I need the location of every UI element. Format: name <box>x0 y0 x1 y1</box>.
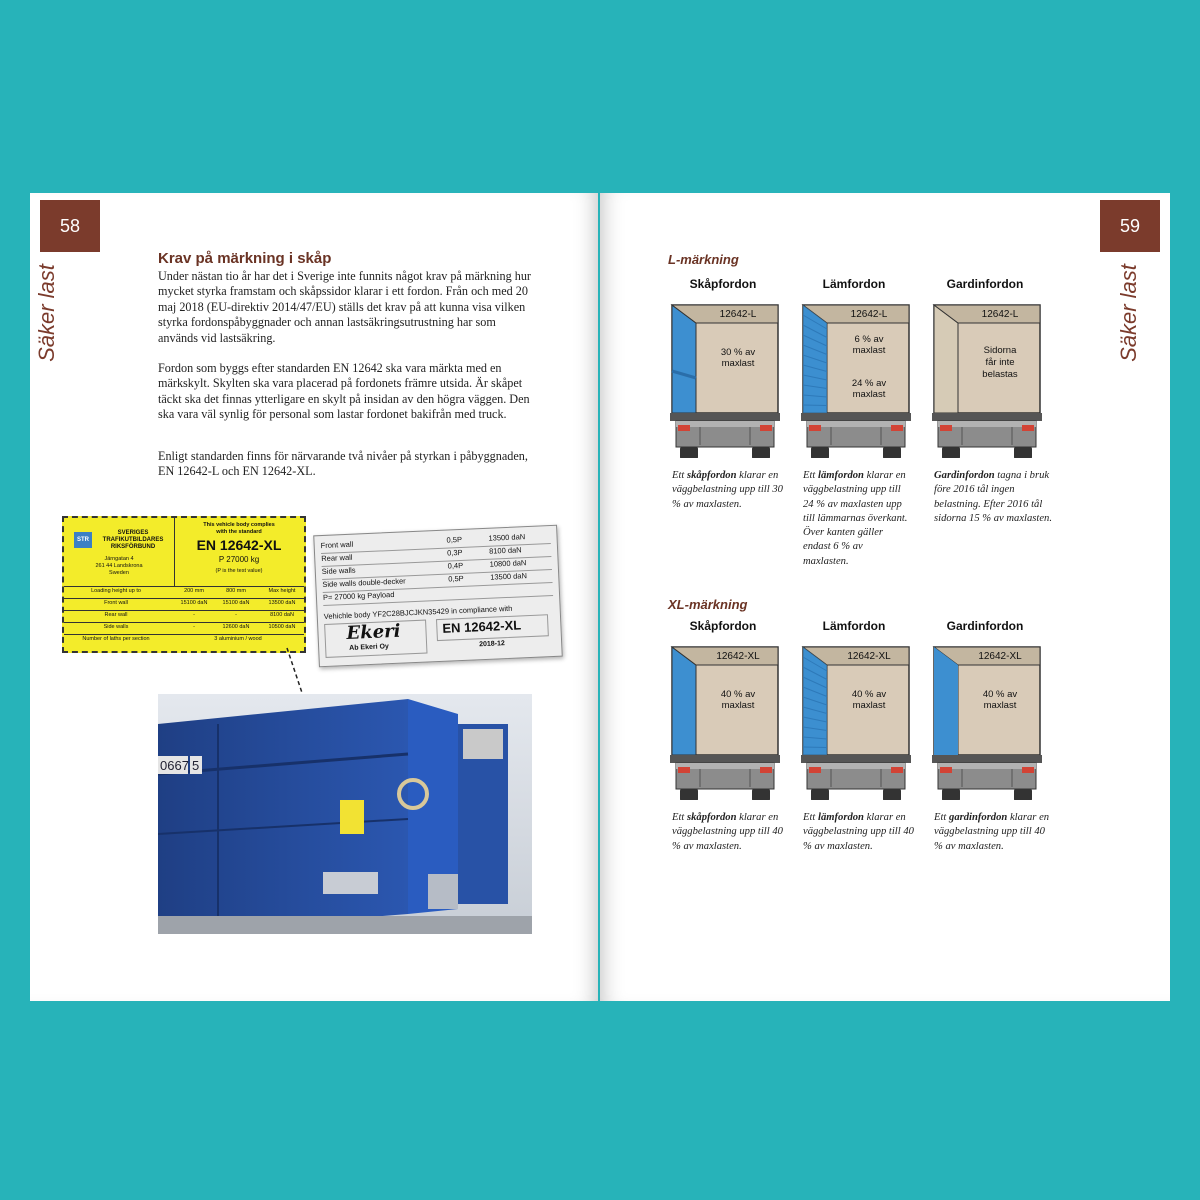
xl-title-lam: Lämfordon <box>822 619 886 633</box>
steel-plate-label: Side walls double-decker <box>322 576 406 590</box>
l-marking-heading: L-märkning <box>668 252 739 267</box>
company-name: Ab Ekeri Oy <box>349 643 390 652</box>
steel-plate-value: 10800 daN <box>489 558 527 569</box>
xl-load-text-box: maxlast <box>721 700 755 711</box>
plate-row-label: Rear wall <box>104 612 128 618</box>
plate-row-value: 200 mm <box>184 588 204 594</box>
l-caption-curtain: Gardinfordon tagna i bruk före 2016 tål ingen belastning. Efter 2016 tål sidorna 15 % av maxlasten. <box>934 470 1052 524</box>
steel-plate-value: 13500 daN <box>490 571 528 582</box>
complies-1: This vehicle body complies <box>203 522 275 528</box>
l-truck-box <box>670 303 782 458</box>
plate-standard: EN 12642-XL <box>196 537 282 553</box>
org-line-2: TRAFIKUTBILDARES <box>102 537 164 543</box>
plate-row-value: Max height <box>268 588 296 594</box>
plate-payload: P 27000 kg <box>218 555 260 564</box>
plate-row-value: 10500 daN <box>268 624 296 630</box>
xl-load-text-curtain: 40 % av <box>982 689 1018 700</box>
steel-plate-standard: EN 12642-XL <box>442 617 522 636</box>
l-load-text-curtain: får inte <box>985 357 1015 368</box>
running-title-left: Säker last <box>33 264 59 362</box>
steel-plate-value: 13500 daN <box>488 532 526 543</box>
steel-plate-factor: 0,5P <box>446 534 463 545</box>
address-3: Sweden <box>109 570 129 576</box>
xl-code-curtain: 12642-XL <box>978 651 1022 662</box>
plate-row-label: Side walls <box>103 624 129 630</box>
plate-row-label: Front wall <box>104 600 128 606</box>
l-truck-curtain <box>932 303 1044 458</box>
plate-row-value: - <box>193 624 195 630</box>
l-title-curtain: Gardinfordon <box>946 277 1024 291</box>
steel-plate-factor: 0,3P <box>446 547 463 558</box>
plate-row-value: 800 mm <box>226 588 246 594</box>
xl-load-text-lam: maxlast <box>852 700 886 711</box>
xl-load-text-box: 40 % av <box>720 689 756 700</box>
xl-code-box: 12642-XL <box>716 651 760 662</box>
l-load-text-lam: 24 % av <box>851 378 887 389</box>
plate-row-value: 13500 daN <box>268 600 296 606</box>
vehicle-body-line: Vehichle body YF2C28BJCJKN35429 in compliance with <box>323 603 513 621</box>
xl-truck-box <box>670 645 782 800</box>
plate-row-label: Loading height up to <box>91 588 141 594</box>
steel-plate-label: Front wall <box>320 539 354 551</box>
xl-title-box: Skåpfordon <box>689 619 757 633</box>
plate-row-value: 3 aluminium / wood <box>214 636 262 642</box>
xl-title-curtain: Gardinfordon <box>946 619 1024 633</box>
str-logo: STR <box>74 532 92 548</box>
l-code-curtain: 12642-L <box>981 309 1019 320</box>
xl-truck-lam <box>801 645 913 800</box>
ekeri-logo: Ekeri <box>346 620 401 645</box>
address-2: 261 44 Landskrona <box>95 563 143 569</box>
xl-caption-lam: Ett lämfordon klarar en väggbelastning upp till 40 % av maxlasten. <box>803 812 914 852</box>
plate-row-label: Number of laths per section <box>82 636 150 642</box>
xl-caption-box: Ett skåpfordon klarar en väggbelastning upp till 40 % av maxlasten. <box>672 812 783 852</box>
l-load-text-lam: maxlast <box>852 345 886 356</box>
l-load-text-lam: maxlast <box>852 389 886 400</box>
steel-plate-label: Side walls <box>321 565 356 577</box>
paragraph-2: Fordon som byggs efter standarden EN 12642 ska vara märkta med en märkskylt. Skylten ska vara placerad på fordonets främre utsida. Är skåpet täckt ska det finnas ytterligare en skylt på insidan av den högra väggen. Den ska vara väl synlig för personal som lastar fordonet bakifrån med truck. <box>158 361 530 422</box>
trailer-photo <box>158 694 532 934</box>
complies-2: with the standard <box>216 529 262 535</box>
page-number-right: 59 <box>1100 200 1160 252</box>
plate-date: 2018-12 <box>479 640 505 649</box>
xl-marking-heading: XL-märkning <box>668 597 748 612</box>
payload-note: (P is the test value) <box>215 568 263 574</box>
steel-plate-label: Rear wall <box>321 552 353 564</box>
l-title-box: Skåpfordon <box>689 277 757 291</box>
xl-code-lam: 12642-XL <box>847 651 891 662</box>
plate-row-value: 12600 daN <box>222 624 250 630</box>
plate-row-value: 15100 daN <box>222 600 250 606</box>
plate-row-value: - <box>193 612 195 618</box>
l-load-text-lam: 6 % av <box>854 334 884 345</box>
l-caption-box: Ett skåpfordon klarar en väggbelastning upp till 30 % av maxlasten. <box>672 470 783 510</box>
org-line-1: SVERIGES <box>117 530 149 536</box>
l-title-lam: Lämfordon <box>822 277 886 291</box>
steel-plate-factor: 0,5P <box>448 573 464 584</box>
xl-load-text-lam: 40 % av <box>851 689 887 700</box>
trailer-illustration <box>158 694 532 934</box>
running-title-right: Säker last <box>1115 264 1141 362</box>
paragraph-3: Enligt standarden finns för närvarande två nivåer på styrkan i påbyggnaden, EN 12642-L och EN 12642-XL. <box>158 449 528 479</box>
xl-load-text-curtain: maxlast <box>983 700 1017 711</box>
section-heading: Krav på märkning i skåp <box>158 250 332 267</box>
plate-row-value: - <box>235 612 237 618</box>
l-load-text-box: maxlast <box>721 358 755 369</box>
paragraph-1: Under nästan tio år har det i Sverige inte funnits något krav på märkning hur mycket styrka framstam och skåpssidor klarar i ett fordon. Från och med 20 maj 2018 (EU-direktiv 2014/47/EU) ställs det krav på att kunna visa vilken styrka fordonspåbyggnader och annan lastsäkringsutrustning har som används vid lastsäkring. <box>158 269 531 345</box>
trailer-digit-text: 5 <box>192 758 200 773</box>
page-number-left: 58 <box>40 200 100 252</box>
l-caption-lam: Ett lämfordon klarar en väggbelastning upp till 24 % av maxlasten upp till lämmarnas överkant. Över kanten gäller endast 6 % av maxlasten. <box>803 470 908 567</box>
steel-plate-label: P= 27000 kg Payload <box>322 589 395 603</box>
xl-caption-curtain: Ett gardinfordon klarar en väggbelastning upp till 40 % av maxlasten. <box>934 812 1050 852</box>
l-load-text-box: 30 % av <box>720 347 756 358</box>
org-line-3: RIKSFÖRBUND <box>110 544 156 550</box>
address-1: Järngatan 4 <box>104 556 134 562</box>
l-code-box: 12642-L <box>719 309 757 320</box>
l-code-lam: 12642-L <box>850 309 888 320</box>
xl-truck-curtain <box>932 645 1044 800</box>
plate-row-value: 15100 daN <box>180 600 208 606</box>
steel-plate-value: 8100 daN <box>488 545 522 556</box>
l-load-text-curtain: belastas <box>982 369 1018 380</box>
l-load-text-curtain: Sidorna <box>983 345 1017 356</box>
steel-plate-factor: 0,4P <box>447 560 464 571</box>
trailer-number-text: 0667 <box>160 758 189 773</box>
plate-row-value: 8100 daN <box>270 612 294 618</box>
